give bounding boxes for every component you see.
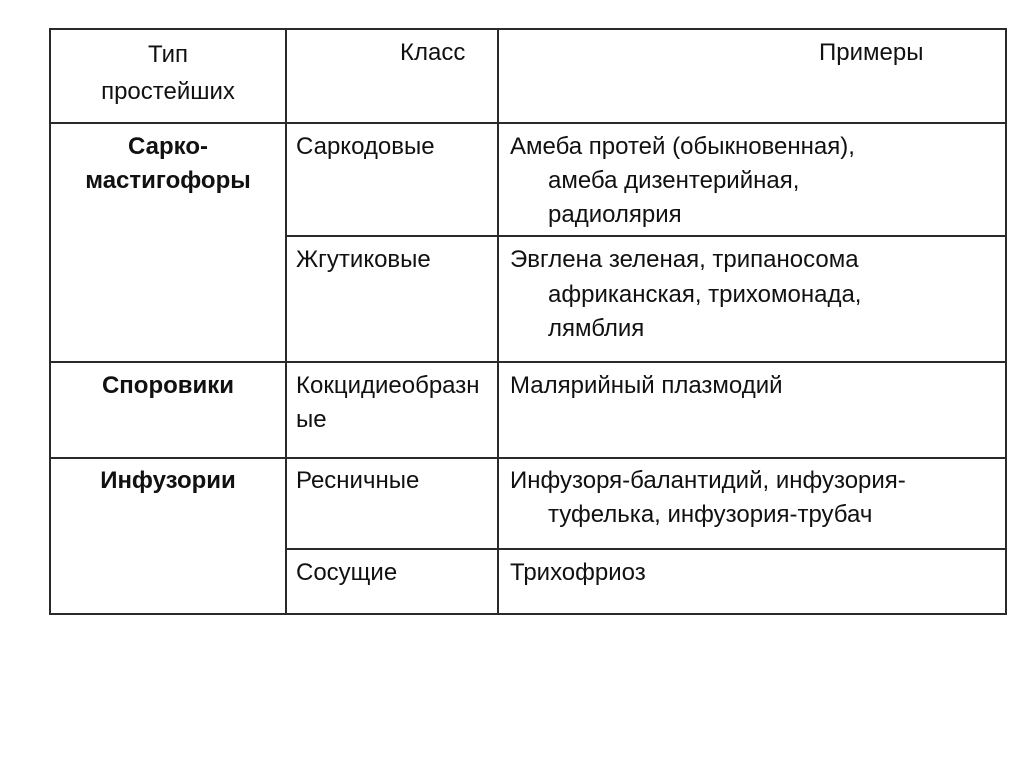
examples-sarcodina-line-2: амеба дизентерийная, [548, 167, 800, 194]
row-border [49, 28, 1007, 30]
examples-coccidia-line-1: Малярийный плазмодий [510, 372, 783, 399]
row-border [286, 548, 1007, 550]
examples-suctoria-line-1: Трихофриоз [510, 559, 646, 586]
class-suctoria: Сосущие [296, 559, 398, 586]
type-sarcomastigophora: Сарко-мастигофоры [85, 133, 251, 194]
examples-flagellates-line-1: Эвглена зеленая, трипаносома [510, 246, 859, 273]
type-sporozoa: Споровики [101, 372, 235, 399]
class-ciliates: Ресничные [296, 467, 420, 494]
row-border [49, 361, 1007, 363]
header-examples: Примеры [819, 39, 924, 66]
column-border [285, 28, 287, 615]
header-class: Класс [400, 39, 466, 66]
header-type: Тип простейших [101, 41, 235, 105]
examples-ciliates-line-1: Инфузоря-балантидий, инфузория- [510, 467, 906, 494]
examples-ciliates-line-2: туфелька, инфузория-трубач [548, 501, 873, 528]
row-border [286, 235, 1007, 237]
column-border [49, 28, 51, 615]
examples-flagellates-line-3: лямблия [548, 315, 645, 342]
class-flagellates: Жгутиковые [296, 246, 431, 273]
examples-flagellates-line-2: африканская, трихомонада, [548, 281, 862, 308]
column-border [1005, 28, 1007, 615]
type-ciliophora: Инфузории [100, 467, 236, 494]
class-sarcodina: Саркодовые [296, 133, 435, 160]
row-border [49, 457, 1007, 459]
row-border [49, 613, 1007, 615]
column-border [497, 28, 499, 615]
class-coccidia: Кокцидиеобразные [296, 372, 480, 433]
row-border [49, 122, 1007, 124]
examples-sarcodina-line-3: радиолярия [548, 201, 682, 228]
examples-sarcodina-line-1: Амеба протей (обыкновенная), [510, 133, 855, 160]
